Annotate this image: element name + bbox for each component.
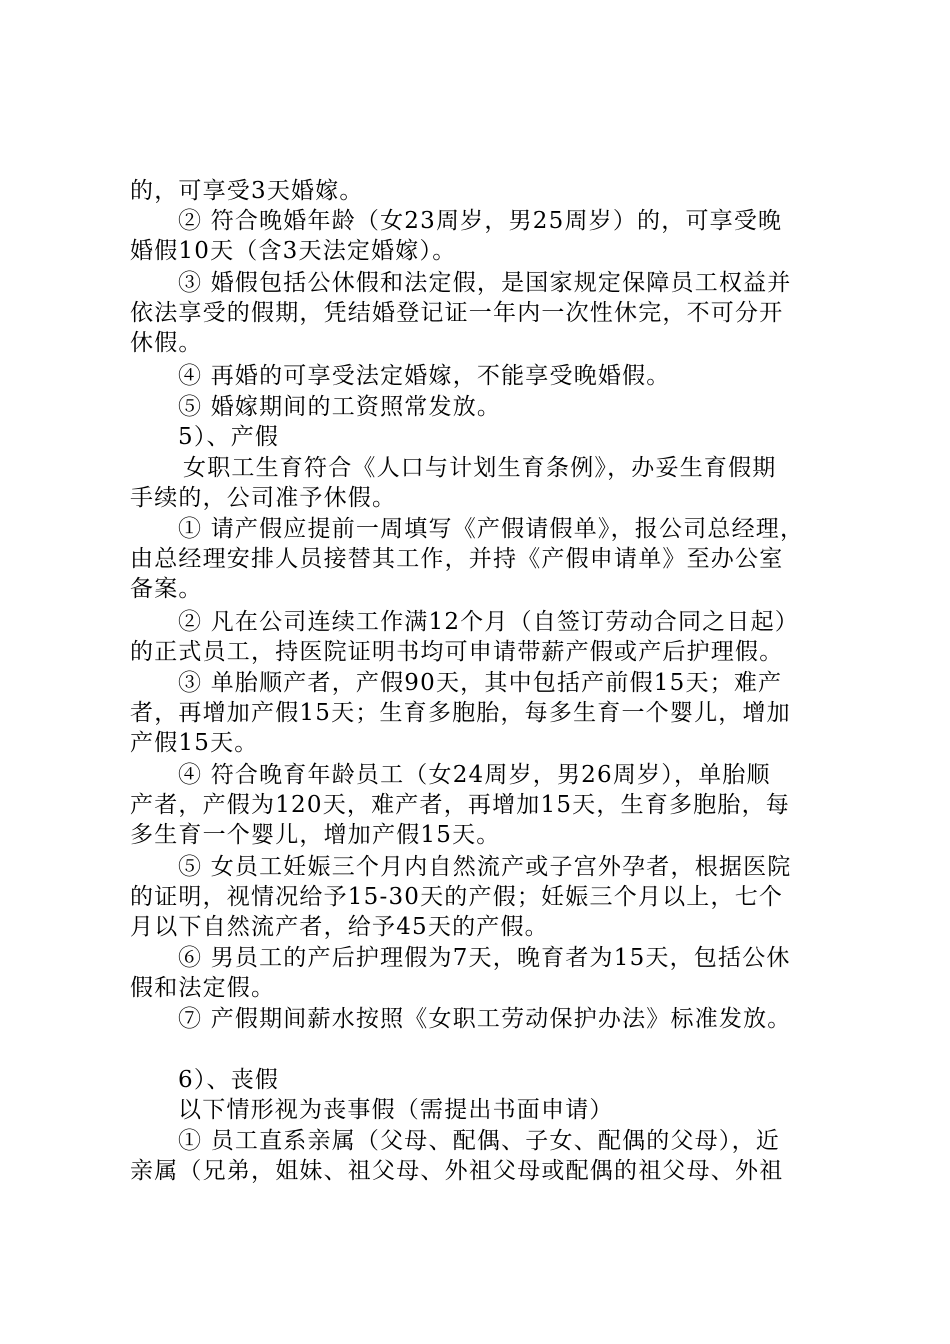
text-line: 备案。: [130, 576, 203, 602]
list-item-marriage-2: ② 符合晚婚年龄（女23周岁，男25周岁）的，可享受晚: [178, 208, 783, 234]
list-item-bereavement-1: ① 员工直系亲属（父母、配偶、子女、配偶的父母），近: [178, 1128, 781, 1154]
list-item-maternity-3: ③ 单胎顺产者，产假90天，其中包括产前假15天；难产: [178, 670, 783, 696]
list-item-marriage-5: ⑤ 婚嫁期间的工资照常发放。: [178, 394, 502, 420]
list-item-maternity-6: ⑥ 男员工的产后护理假为7天，晚育者为15天，包括公休: [178, 945, 791, 971]
text-line: 手续的，公司准予休假。: [130, 485, 397, 511]
list-item-maternity-1: ① 请产假应提前一周填写《产假请假单》，报公司总经理，: [178, 516, 805, 542]
text-line: 休假。: [130, 330, 203, 356]
text-line: 月以下自然流产者，给予45天的产假。: [130, 914, 549, 940]
text-line: 的正式员工，持医院证明书均可申请带薪产假或产后护理假。: [130, 639, 784, 665]
text-line: 产假15天。: [130, 730, 259, 756]
list-item-maternity-5: ⑤ 女员工妊娠三个月内自然流产或子宫外孕者，根据医院: [178, 854, 792, 880]
section-heading-maternity: 5）、产假: [178, 424, 280, 450]
text-line: 由总经理安排人员接替其工作，并持《产假申请单》至办公室: [130, 546, 784, 572]
text-line: 的证明，视情况给予15-30天的产假；妊娠三个月以上，七个: [130, 884, 784, 910]
text-line: 产者，产假为120天，难产者，再增加15天，生育多胞胎，每: [130, 792, 790, 818]
text-line: 的，可享受3天婚嫁。: [130, 178, 364, 204]
text-line: 假和法定假。: [130, 975, 276, 1001]
text-line: 亲属（兄弟，姐妹、祖父母、外祖父母或配偶的祖父母、外祖: [130, 1158, 784, 1184]
text-line: 多生育一个婴儿，增加产假15天。: [130, 822, 501, 848]
text-line: 者，再增加产假15天；生育多胞胎，每多生育一个婴儿，增加: [130, 700, 791, 726]
list-item-marriage-3: ③ 婚假包括公休假和法定假，是国家规定保障员工权益并: [178, 270, 792, 296]
list-item-maternity-7: ⑦ 产假期间薪水按照《女职工劳动保护办法》标准发放。: [178, 1006, 792, 1032]
list-item-marriage-4: ④ 再婚的可享受法定婚嫁，不能享受晚婚假。: [178, 363, 671, 389]
paragraph-intro: 以下情形视为丧事假（需提出书面申请）: [178, 1097, 614, 1123]
paragraph-intro: 女职工生育符合《人口与计划生育条例》，办妥生育假期: [183, 455, 777, 481]
list-item-maternity-4: ④ 符合晚育年龄员工（女24周岁，男26周岁），单胎顺: [178, 762, 771, 788]
text-line: 依法享受的假期，凭结婚登记证一年内一次性休完，不可分开: [130, 300, 784, 326]
section-heading-bereavement: 6）、丧假: [178, 1067, 280, 1093]
text-line: 婚假10天（含3天法定婚嫁）。: [130, 238, 457, 264]
list-item-maternity-2: ② 凡在公司连续工作满12个月（自签订劳动合同之日起）: [178, 609, 799, 635]
